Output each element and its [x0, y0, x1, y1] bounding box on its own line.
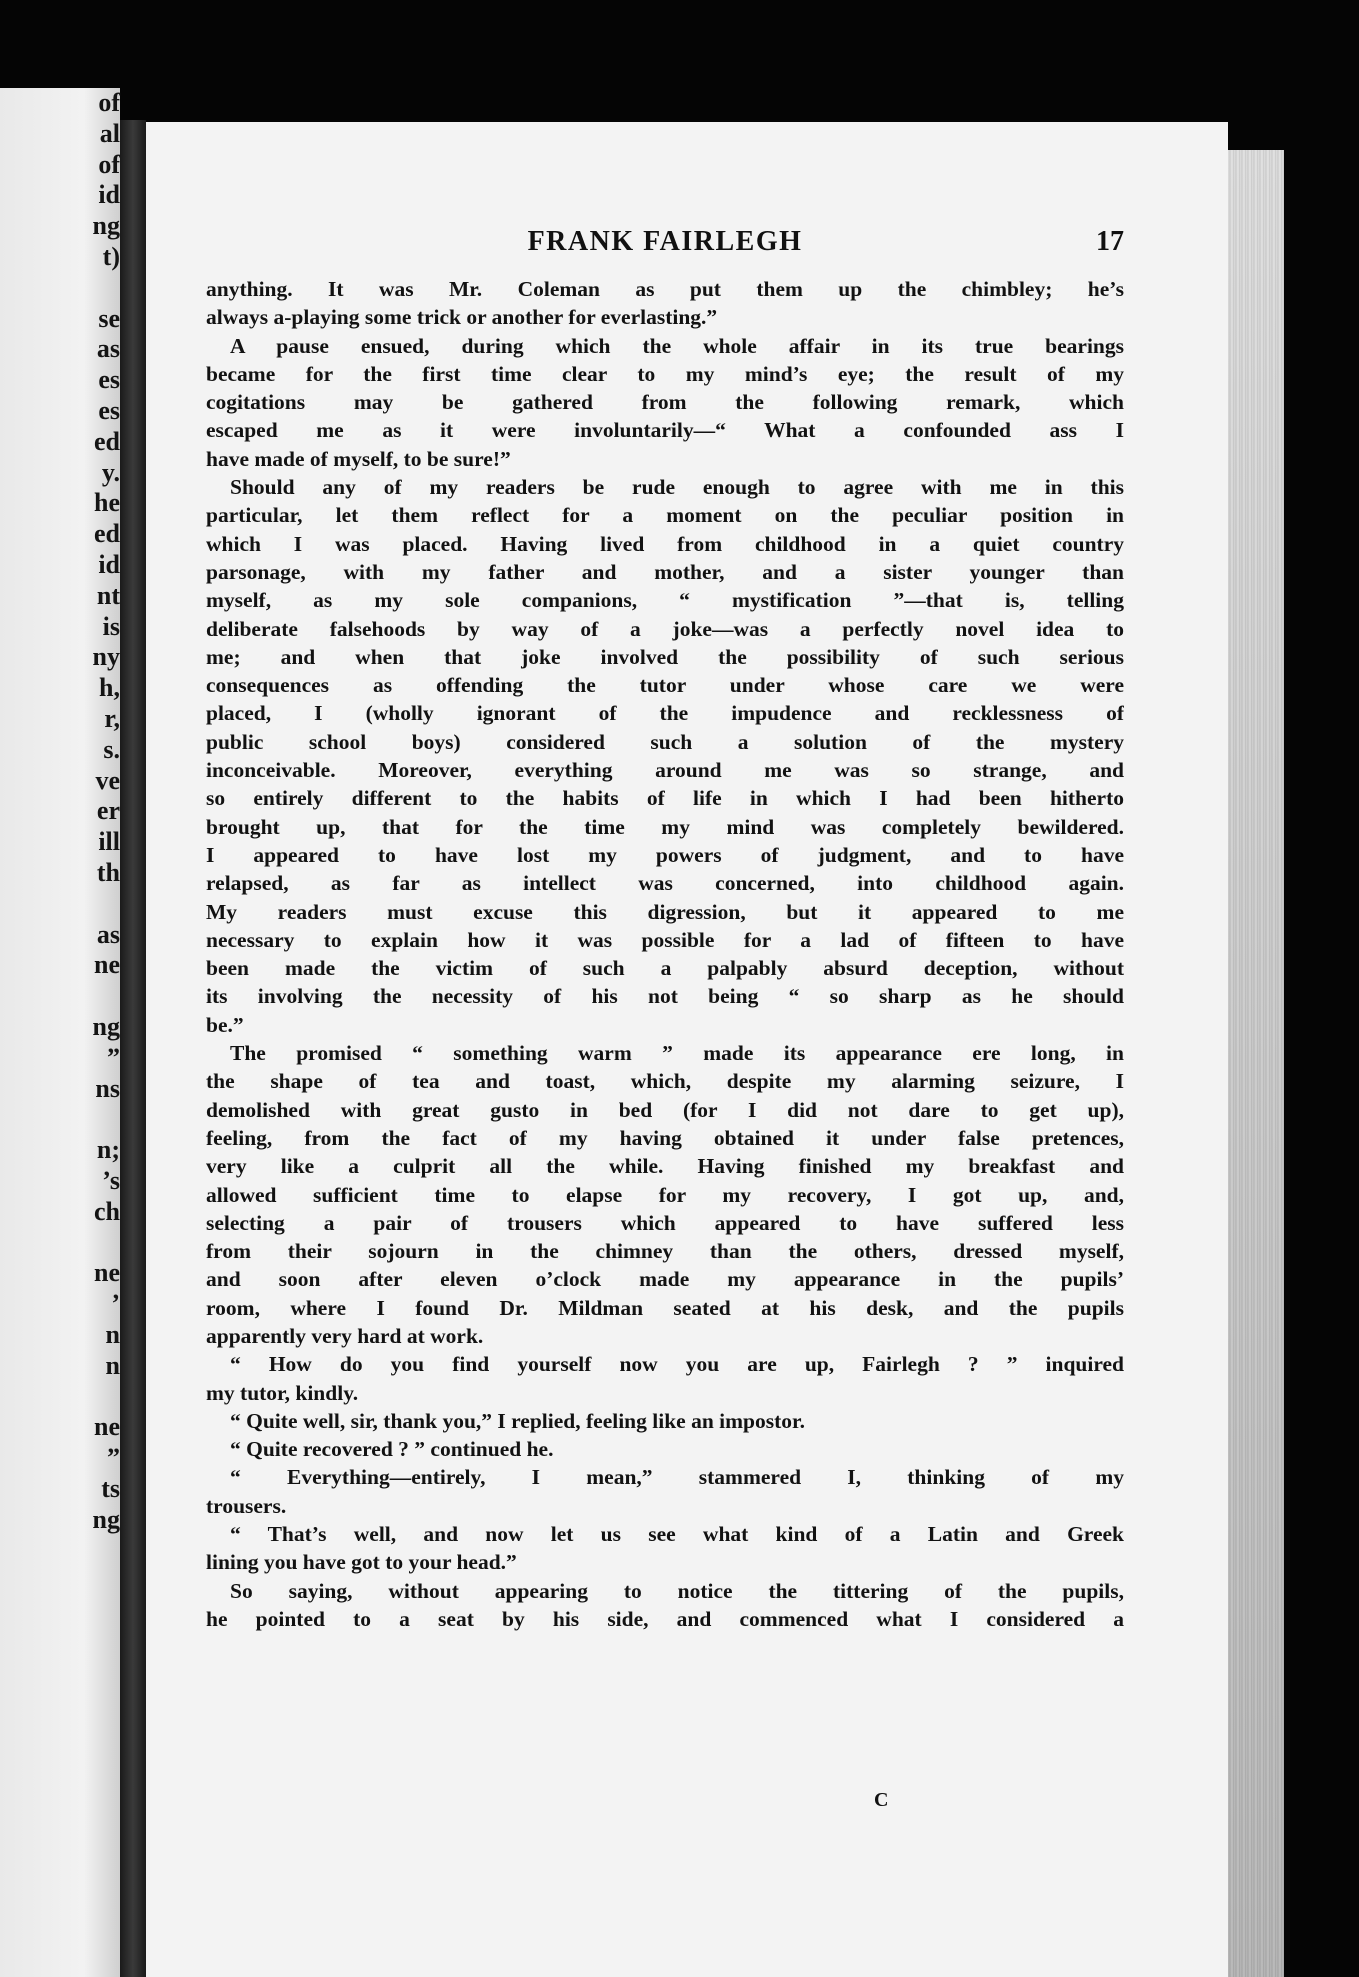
- text-line: anything. It was Mr. Coleman as put them up the chimbley; he’s: [206, 277, 1124, 301]
- left-page-fragment: al: [99, 118, 120, 148]
- left-page-fragment: of: [98, 149, 120, 179]
- left-page-fragment: es: [98, 395, 120, 425]
- left-page-fragment: he: [94, 488, 120, 518]
- text-line: selecting a pair of trousers which appeared to have suffered less: [206, 1210, 1124, 1235]
- page-number: 17: [1096, 226, 1124, 257]
- left-page-fragment: nt: [96, 580, 120, 610]
- text-line: from their sojourn in the chimney than the others, dressed myself,: [206, 1239, 1124, 1264]
- left-page-fragment: ve: [95, 765, 120, 795]
- text-line: be.”: [206, 1012, 244, 1037]
- text-line: “ Quite well, sir, thank you,” I replied, feeling like an impostor.: [230, 1408, 805, 1433]
- left-page-fragment: ne: [94, 1412, 120, 1442]
- text-line: room, where I found Dr. Mildman seated at his desk, and the pupils: [206, 1295, 1124, 1320]
- left-page-fragment: er: [96, 796, 120, 826]
- left-page-fragment: ng: [92, 211, 120, 241]
- left-page-fragment: ’: [111, 1289, 120, 1319]
- text-line: “ How do you find yourself now you are up, Fairlegh ? ” inquired: [230, 1352, 1124, 1377]
- text-line: escaped me as it were involuntarily—“ What a confounded ass I: [206, 418, 1124, 443]
- left-page-fragment: id: [98, 549, 120, 579]
- left-page-fragment: is: [102, 611, 120, 641]
- left-page-fragment: ne: [94, 950, 120, 980]
- text-line: allowed sufficient time to elapse for my recovery, I got up, and,: [206, 1182, 1124, 1207]
- left-page-fragment: ns: [95, 1073, 120, 1103]
- body-text: [206, 275, 1124, 1633]
- text-line: public school boys) considered such a solution of the mystery: [206, 729, 1124, 754]
- text-line: inconceivable. Moreover, everything around me was so strange, and: [206, 758, 1124, 783]
- text-line: placed, I (wholly ignorant of the impudence and recklessness of: [206, 701, 1124, 726]
- text-line: its involving the necessity of his not being “ so sharp as he should: [206, 984, 1124, 1009]
- book-page: [146, 122, 1228, 1977]
- left-page-fragment: [0, 273, 120, 304]
- running-title: FRANK FAIRLEGH: [527, 226, 803, 257]
- page-edges: [1228, 150, 1284, 1977]
- text-line: he pointed to a seat by his side, and commenced what I considered a: [206, 1606, 1124, 1631]
- left-page-fragment: ng: [92, 1504, 120, 1534]
- left-page-fragment: ill: [98, 827, 120, 857]
- text-line: demolished with great gusto in bed (for I did not dare to get up),: [206, 1097, 1124, 1122]
- left-page-fragment: th: [96, 857, 120, 887]
- text-line: been made the victim of such a palpably absurd deception, without: [206, 956, 1124, 981]
- left-page-fragment: as: [96, 919, 120, 949]
- page-header: [206, 226, 1124, 266]
- left-page-fragment: y.: [101, 457, 120, 487]
- text-line: parsonage, with my father and mother, and a sister younger than: [206, 559, 1124, 584]
- left-page-fragment: se: [98, 303, 120, 333]
- left-page-fragment: id: [98, 180, 120, 210]
- left-page-fragment: ’s: [102, 1165, 120, 1195]
- left-page-fragment: s.: [103, 734, 120, 764]
- left-page-fragment: h,: [99, 673, 120, 703]
- text-line: My readers must excuse this digression, but it appeared to me: [206, 899, 1124, 924]
- text-line: very like a culprit all the while. Having finished my breakfast and: [206, 1154, 1124, 1179]
- text-line: and soon after eleven o’clock made my appearance in the pupils’: [206, 1267, 1124, 1292]
- left-page-fragment: of: [98, 88, 120, 117]
- left-page-fragment: ne: [94, 1258, 120, 1288]
- text-line: the shape of tea and toast, which, despite my alarming seizure, I: [206, 1069, 1124, 1094]
- text-line: my tutor, kindly.: [206, 1380, 359, 1405]
- text-line: deliberate falsehoods by way of a joke—was a perfectly novel idea to: [206, 616, 1124, 641]
- text-line: myself, as my sole companions, “ mystification ”—that is, telling: [206, 588, 1124, 613]
- book-gutter: [120, 120, 146, 1977]
- left-page-fragment: ts: [101, 1473, 120, 1503]
- text-line: So saying, without appearing to notice the tittering of the pupils,: [230, 1578, 1124, 1603]
- text-line: “ That’s well, and now let us see what kind of a Latin and Greek: [230, 1522, 1124, 1547]
- text-line: always a-playing some trick or another for everlasting.”: [206, 305, 718, 330]
- text-line: Should any of my readers be rude enough to agree with me in this: [230, 475, 1124, 500]
- text-line: “ Quite recovered ? ” continued he.: [230, 1437, 554, 1462]
- text-line: trousers.: [206, 1493, 287, 1518]
- text-line: have made of myself, to be sure!”: [206, 446, 511, 471]
- text-line: lining you have got to your head.”: [206, 1550, 517, 1575]
- left-page-fragment: [0, 889, 120, 920]
- text-line: relapsed, as far as intellect was concerned, into childhood again.: [206, 871, 1124, 896]
- left-page-fragment: ch: [94, 1196, 120, 1226]
- left-page-fragment: n: [105, 1350, 120, 1380]
- left-page-fragment: ed: [94, 426, 120, 456]
- text-line: so entirely different to the habits of life in which I had been hitherto: [206, 786, 1124, 811]
- left-page-fragment: ng: [92, 1011, 120, 1041]
- text-line: cogitations may be gathered from the following remark, which: [206, 390, 1124, 415]
- left-page-fragment: n: [105, 1319, 120, 1349]
- text-line: feeling, from the fact of my having obtained it under false pretences,: [206, 1125, 1124, 1150]
- text-line: brought up, that for the time my mind was completely bewildered.: [206, 814, 1124, 839]
- left-page-text-fragments: [0, 88, 120, 1535]
- left-page-fragment: as: [96, 334, 120, 364]
- text-line: consequences as offending the tutor under whose care we were: [206, 673, 1124, 698]
- left-page-fragment: ”: [107, 1042, 120, 1072]
- left-page-fragment: es: [98, 365, 120, 395]
- left-page-fragment: n;: [96, 1135, 120, 1165]
- text-line: me; and when that joke involved the possibility of such serious: [206, 644, 1124, 669]
- text-line: I appeared to have lost my powers of judgment, and to have: [206, 842, 1124, 867]
- left-page-fragment: [0, 1227, 120, 1258]
- text-line: necessary to explain how it was possible for a lad of fifteen to have: [206, 927, 1124, 952]
- text-line: particular, let them reflect for a moment on the peculiar position in: [206, 503, 1124, 528]
- text-line: A pause ensued, during which the whole affair in its true bearings: [230, 333, 1124, 358]
- left-page-fragment: ed: [94, 519, 120, 549]
- text-line: The promised “ something warm ” made its appearance ere long, in: [230, 1041, 1124, 1066]
- left-facing-page: [0, 88, 120, 1977]
- text-line: apparently very hard at work.: [206, 1323, 484, 1348]
- left-page-fragment: r,: [104, 703, 120, 733]
- text-line: “ Everything—entirely, I mean,” stammered I, thinking of my: [230, 1465, 1124, 1490]
- text-line: became for the first time clear to my mind’s eye; the result of my: [206, 361, 1124, 386]
- left-page-fragment: ny: [92, 642, 120, 672]
- left-page-fragment: [0, 981, 120, 1012]
- signature-mark: C: [874, 1789, 889, 1811]
- left-page-fragment: ”: [107, 1443, 120, 1473]
- text-line: which I was placed. Having lived from childhood in a quiet country: [206, 531, 1124, 556]
- left-page-fragment: [0, 1381, 120, 1412]
- left-page-fragment: [0, 1104, 120, 1135]
- left-page-fragment: t): [102, 241, 120, 271]
